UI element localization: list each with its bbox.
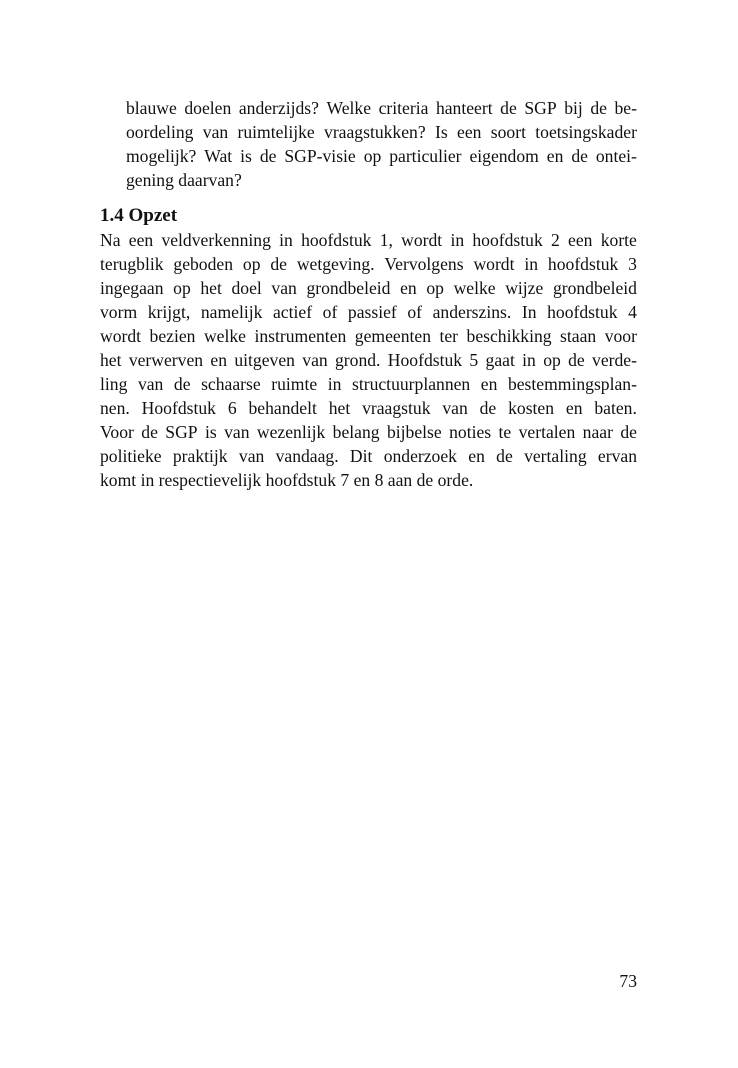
word: in bbox=[522, 350, 536, 370]
word: onderzoek bbox=[383, 446, 457, 466]
word: welke bbox=[453, 278, 496, 298]
word: korte bbox=[600, 230, 637, 250]
word: een bbox=[457, 122, 482, 142]
word: Hoofdstuk bbox=[141, 398, 216, 418]
word: hoofdstuk bbox=[472, 230, 543, 250]
word: 2 bbox=[551, 230, 560, 250]
word: een bbox=[128, 230, 154, 250]
word: en bbox=[468, 446, 485, 466]
word: grondbeleid bbox=[306, 278, 391, 298]
word: particulier bbox=[389, 146, 462, 166]
word: ervan bbox=[597, 446, 637, 466]
word: op bbox=[426, 278, 444, 298]
word: de bbox=[500, 98, 517, 118]
word: verde- bbox=[592, 350, 637, 370]
word: de bbox=[141, 422, 158, 442]
word: instrumenten bbox=[254, 326, 347, 346]
word: 6 bbox=[227, 398, 237, 418]
word: of bbox=[407, 302, 423, 322]
word: blauwe bbox=[126, 98, 177, 118]
word: gaat bbox=[485, 350, 515, 370]
word: wordt bbox=[473, 254, 515, 274]
word: kosten bbox=[508, 398, 555, 418]
word: behandelt bbox=[248, 398, 317, 418]
word: op bbox=[543, 350, 561, 370]
word: van bbox=[202, 122, 229, 142]
intro-line bbox=[126, 120, 637, 144]
word: het bbox=[100, 350, 122, 370]
word: noties bbox=[449, 422, 492, 442]
word: en bbox=[565, 398, 583, 418]
word: Hoofdstuk bbox=[387, 350, 463, 370]
word: in bbox=[450, 230, 465, 250]
paragraph-line bbox=[100, 348, 637, 372]
word: het bbox=[328, 398, 351, 418]
word: van bbox=[137, 374, 164, 394]
word: 5 bbox=[469, 350, 479, 370]
word: of bbox=[322, 302, 338, 322]
word: soort bbox=[490, 122, 526, 142]
word: welke bbox=[203, 326, 246, 346]
word: nen. bbox=[100, 398, 130, 418]
word: grond. bbox=[335, 350, 381, 370]
word: 4 bbox=[628, 302, 637, 322]
word: belang bbox=[332, 422, 380, 442]
word: SGP bbox=[524, 98, 557, 118]
intro-line: gening daarvan? bbox=[126, 170, 242, 190]
word: ling bbox=[100, 374, 128, 394]
paragraph-line bbox=[100, 372, 637, 396]
word: de bbox=[496, 446, 513, 466]
word: de bbox=[568, 350, 585, 370]
paragraph-line bbox=[100, 228, 637, 252]
intro-line bbox=[126, 144, 637, 168]
word: politieke bbox=[100, 446, 162, 466]
word: voor bbox=[604, 326, 637, 346]
word: een bbox=[568, 230, 593, 250]
word: in bbox=[524, 254, 539, 274]
word: en bbox=[546, 146, 564, 166]
word: wezenlijk bbox=[256, 422, 326, 442]
word: vertaling bbox=[524, 446, 587, 466]
word: staan bbox=[560, 326, 597, 346]
word: wordt bbox=[401, 230, 443, 250]
word: bestemmingsplan- bbox=[507, 374, 637, 394]
word: hoofdstuk bbox=[547, 254, 619, 274]
word: wetgeving. bbox=[296, 254, 375, 274]
word: op bbox=[363, 146, 382, 166]
word: schaarse bbox=[201, 374, 261, 394]
word: In bbox=[521, 302, 537, 322]
paragraph-line bbox=[100, 396, 637, 420]
word: Is bbox=[434, 122, 448, 142]
word: baten. bbox=[594, 398, 637, 418]
paragraph-line bbox=[100, 444, 637, 468]
word: en bbox=[480, 374, 498, 394]
word: passief bbox=[347, 302, 397, 322]
word: grondbeleid bbox=[552, 278, 637, 298]
word: hanteert bbox=[435, 98, 493, 118]
paragraph-line bbox=[100, 252, 637, 276]
word: mogelijk? bbox=[126, 146, 197, 166]
word: en bbox=[400, 278, 417, 298]
word: de bbox=[571, 146, 588, 166]
word: wijze bbox=[505, 278, 544, 298]
word: structuurplannen bbox=[351, 374, 471, 394]
word: hoofdstuk bbox=[547, 302, 618, 322]
word: in bbox=[279, 230, 293, 250]
word: 3 bbox=[628, 254, 637, 274]
word: de bbox=[620, 422, 637, 442]
word: het bbox=[200, 278, 222, 298]
intro-line bbox=[126, 96, 637, 120]
word: gemeenten bbox=[354, 326, 431, 346]
word: Welke bbox=[326, 98, 372, 118]
word: ruimte bbox=[271, 374, 318, 394]
word: geboden bbox=[173, 254, 234, 274]
word: doel bbox=[231, 278, 262, 298]
word: be- bbox=[614, 98, 637, 118]
paragraph-line bbox=[100, 300, 637, 324]
word: van bbox=[302, 350, 328, 370]
word: namelijk bbox=[200, 302, 263, 322]
word: hoofdstuk bbox=[301, 230, 372, 250]
word: toetsingskader bbox=[535, 122, 637, 142]
word: de bbox=[590, 98, 607, 118]
word: anderzijds? bbox=[238, 98, 319, 118]
word: van bbox=[238, 446, 265, 466]
word: naar bbox=[582, 422, 613, 442]
word: krijgt, bbox=[147, 302, 191, 322]
word: doelen bbox=[184, 98, 232, 118]
word: te bbox=[498, 422, 512, 442]
word: Dit bbox=[349, 446, 373, 466]
word: terugblik bbox=[100, 254, 164, 274]
word: ontei- bbox=[595, 146, 637, 166]
word: ter bbox=[439, 326, 459, 346]
paragraph-line bbox=[100, 420, 637, 444]
word: in bbox=[327, 374, 342, 394]
word: de bbox=[270, 254, 287, 274]
word: vraagstukken? bbox=[324, 122, 426, 142]
word: praktijk bbox=[172, 446, 228, 466]
word: anderszins. bbox=[432, 302, 512, 322]
word: vertalen bbox=[518, 422, 576, 442]
word: Wat bbox=[204, 146, 233, 166]
word: van bbox=[224, 422, 250, 442]
word: bijbelse bbox=[386, 422, 442, 442]
word: Na bbox=[100, 230, 121, 250]
paragraph-line bbox=[100, 276, 637, 300]
word: van bbox=[271, 278, 297, 298]
page-number: 73 bbox=[619, 971, 637, 991]
word: is bbox=[240, 146, 252, 166]
word: oordeling bbox=[126, 122, 194, 142]
word: op bbox=[242, 254, 261, 274]
word: Voor bbox=[100, 422, 134, 442]
word: uitgeven bbox=[234, 350, 295, 370]
word: is bbox=[204, 422, 217, 442]
word: 1, bbox=[379, 230, 393, 250]
word: bij bbox=[564, 98, 583, 118]
word: vandaag. bbox=[275, 446, 339, 466]
section-heading: 1.4 Opzet bbox=[100, 205, 178, 226]
word: ruimtelijke bbox=[237, 122, 315, 142]
word: SGP-visie bbox=[284, 146, 356, 166]
word: de bbox=[259, 146, 277, 166]
word: op bbox=[173, 278, 191, 298]
word: wordt bbox=[100, 326, 142, 346]
word: criteria bbox=[378, 98, 429, 118]
paragraph-line: komt in respectievelijk hoofdstuk 7 en 8 aan de orde. bbox=[100, 470, 474, 490]
word: van bbox=[442, 398, 468, 418]
word: vorm bbox=[100, 302, 138, 322]
word: ingegaan bbox=[100, 278, 164, 298]
word: de bbox=[173, 374, 191, 394]
word: SGP bbox=[165, 422, 198, 442]
word: vraagstuk bbox=[362, 398, 431, 418]
paragraph-line bbox=[100, 324, 637, 348]
word: de bbox=[479, 398, 497, 418]
word: bezien bbox=[149, 326, 196, 346]
word: actief bbox=[273, 302, 313, 322]
word: en bbox=[210, 350, 228, 370]
word: Vervolgens bbox=[384, 254, 464, 274]
word: verwerven bbox=[128, 350, 204, 370]
word: veldverkenning bbox=[161, 230, 271, 250]
word: beschikking bbox=[466, 326, 552, 346]
word: eigendom bbox=[469, 146, 539, 166]
